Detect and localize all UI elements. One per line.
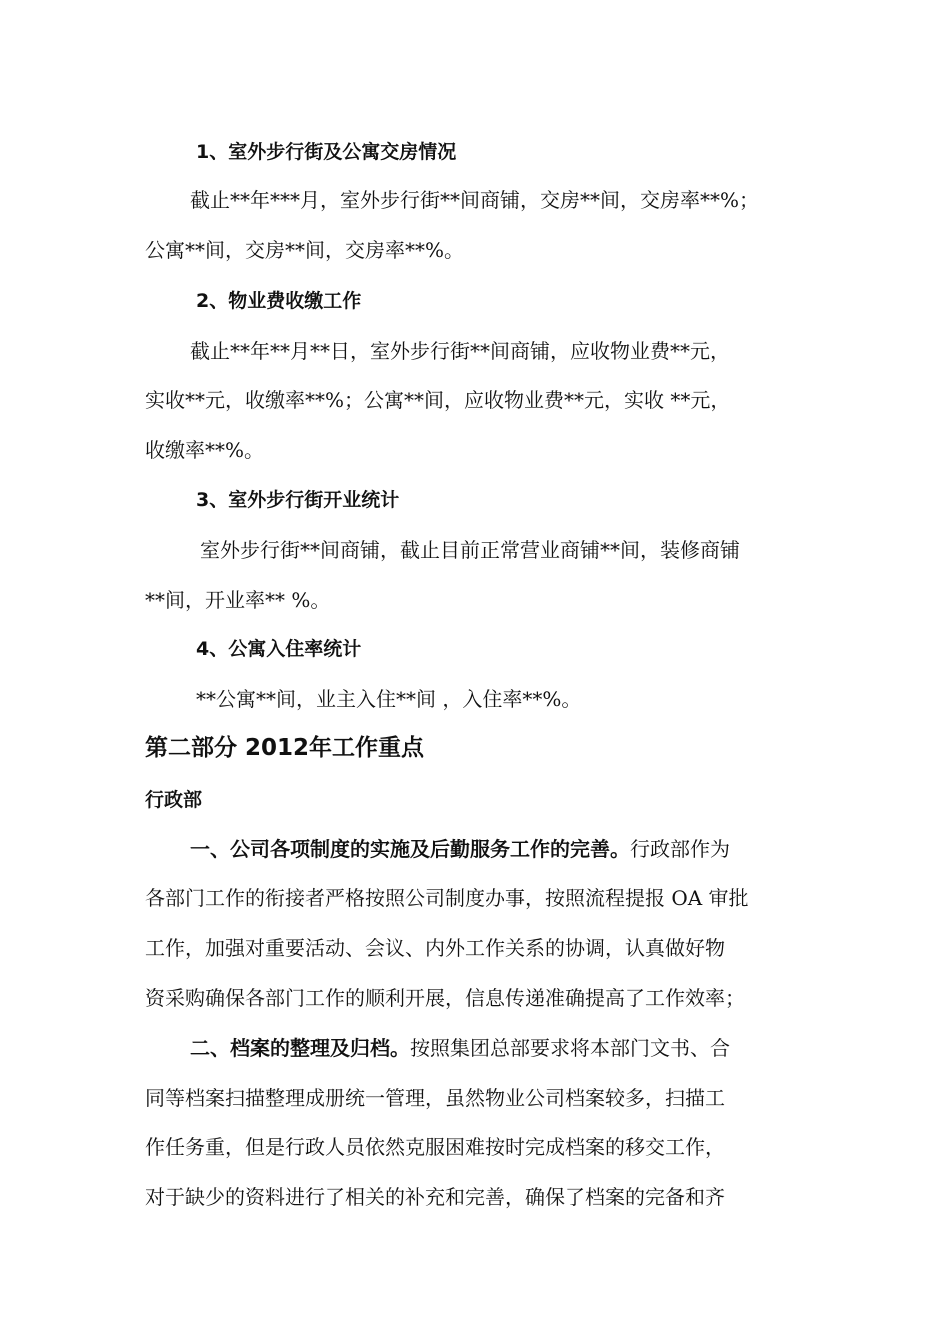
item2-rest: 按照集团总部要求将本部门文书、合 <box>410 1036 730 1060</box>
item2-lead: 二、档案的整理及归档。 <box>190 1036 410 1060</box>
section2-line2: 实收**元，收缴率**%；公寓**间，应收物业费**元，实收 **元， <box>145 388 731 412</box>
section3-line1: 室外步行街**间商铺，截止目前正常营业商铺**间，装修商铺 <box>200 538 740 562</box>
section4-line1: **公寓**间，业主入住**间 ，入住率**%。 <box>196 687 582 711</box>
section2-line1: 截止**年**月**日，室外步行街**间商铺，应收物业费**元， <box>190 339 730 363</box>
item2-line4: 对于缺少的资料进行了相关的补充和完善，确保了档案的完备和齐 <box>145 1185 725 1209</box>
item1-line4: 资采购确保各部门工作的顺利开展，信息传递准确提高了工作效率； <box>145 986 745 1010</box>
item1-line2: 各部门工作的衔接者严格按照公司制度办事，按照流程提报 OA 审批 <box>145 886 749 910</box>
item2-line1 <box>190 1034 870 1062</box>
item1-rest: 行政部作为 <box>630 837 730 861</box>
item1-line3: 工作，加强对重要活动、会议、内外工作关系的协调，认真做好物 <box>145 936 725 960</box>
section2-heading: 2、物业费收缴工作 <box>196 290 362 312</box>
item1-line1 <box>190 835 870 863</box>
part2-title: 第二部分 2012年工作重点 <box>145 735 425 761</box>
section1-line1: 截止**年***月，室外步行街**间商铺，交房**间，交房率**%； <box>190 188 760 212</box>
section3-heading: 3、室外步行街开业统计 <box>196 489 400 511</box>
section2-line3: 收缴率**%。 <box>145 438 265 462</box>
section4-heading: 4、公寓入住率统计 <box>196 638 362 660</box>
item2-line3: 作任务重，但是行政人员依然克服困难按时完成档案的移交工作， <box>145 1135 725 1159</box>
item2-line2: 同等档案扫描整理成册统一管理，虽然物业公司档案较多，扫描工 <box>145 1086 725 1110</box>
section1-line2: 公寓**间，交房**间，交房率**%。 <box>145 238 465 262</box>
dept-title: 行政部 <box>145 789 203 811</box>
item1-lead: 一、公司各项制度的实施及后勤服务工作的完善。 <box>190 837 630 861</box>
section3-line2: **间，开业率** %。 <box>145 588 331 612</box>
section1-heading: 1、室外步行街及公寓交房情况 <box>196 141 457 163</box>
